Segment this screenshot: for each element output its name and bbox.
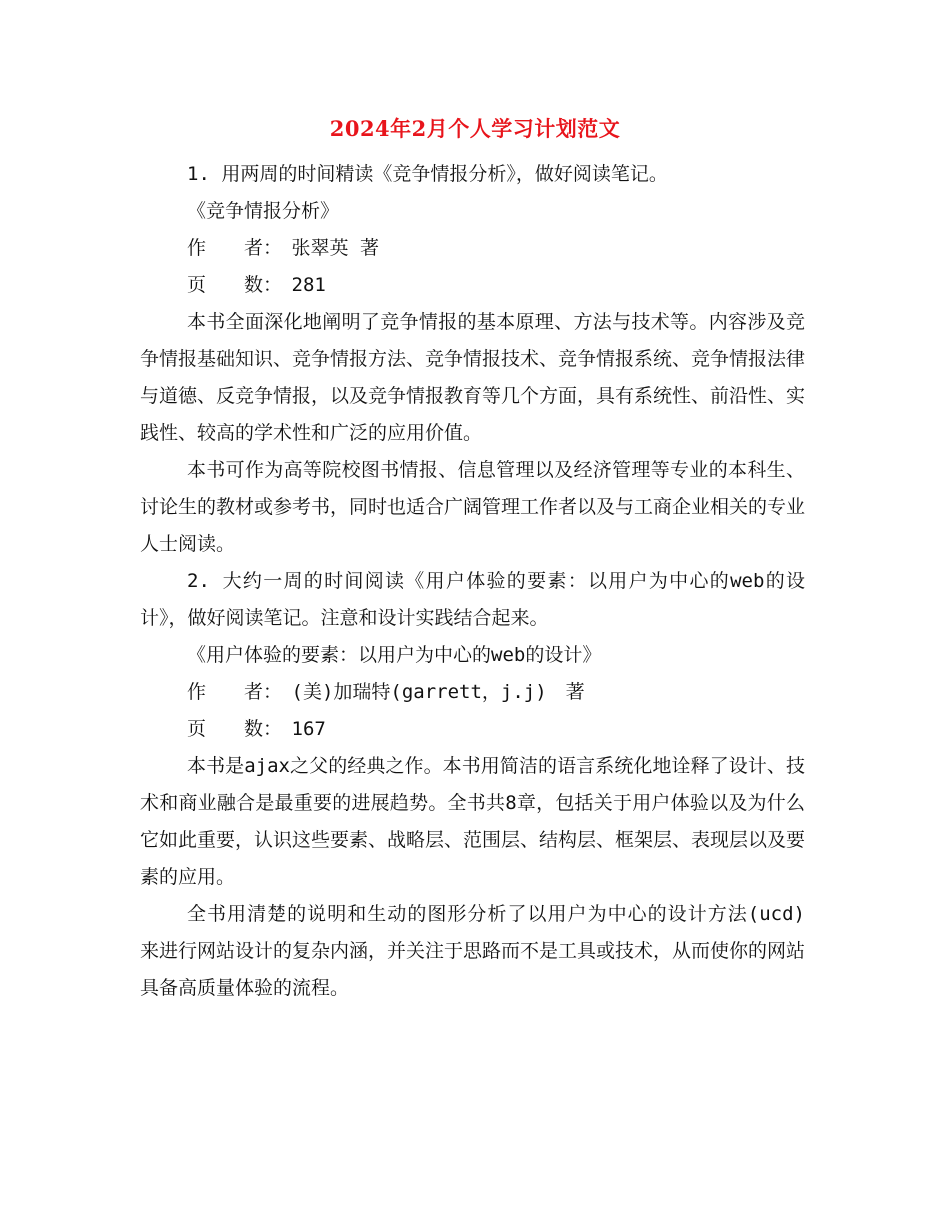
item1-plan: 1. 用两周的时间精读《竞争情报分析》，做好阅读笔记。 bbox=[187, 163, 668, 185]
item1-author: 作 者： 张翠英 著 bbox=[187, 237, 379, 259]
document-body bbox=[140, 156, 805, 1007]
document-title: 2024年2月个人学习计划范文 bbox=[329, 116, 621, 141]
item2-plan: 2. 大约一周的时间阅读《用户体验的要素：以用户为中心的web的设计》，做好阅读笔记。注意和设计实践结合起来。 bbox=[140, 570, 805, 629]
item1-book-title: 《竞争情报分析》 bbox=[187, 200, 340, 222]
item2-book-title: 《用户体验的要素：以用户为中心的web的设计》 bbox=[187, 644, 602, 666]
item2-author: 作 者： (美)加瑞特(garrett，j.j) 著 bbox=[187, 681, 585, 703]
item1-description-1: 本书全面深化地阐明了竞争情报的基本原理、方法与技术等。内容涉及竞争情报基础知识、竞争情报方法、竞争情报技术、竞争情报系统、竞争情报法律与道德、反竞争情报，以及竞争情报教育等几个方面，具有系统性、前沿性、实践性、较高的学术性和广泛的应用价值。 bbox=[140, 311, 806, 444]
item2-pages: 页 数： 167 bbox=[187, 718, 326, 740]
item1-description-2: 本书可作为高等院校图书情报、信息管理以及经济管理等专业的本科生、讨论生的教材或参考书，同时也适合广阔管理工作者以及与工商企业相关的专业人士阅读。 bbox=[140, 459, 806, 555]
item2-description-2: 全书用清楚的说明和生动的图形分析了以用户为中心的设计方法(ucd) 来进行网站设计的复杂内涵，并关注于思路而不是工具或技术，从而使你的网站具备高质量体验的流程。 bbox=[140, 903, 806, 999]
item1-pages: 页 数： 281 bbox=[187, 274, 326, 296]
item2-description-1: 本书是ajax之父的经典之作。本书用简洁的语言系统化地诠释了设计、技术和商业融合是最重要的进展趋势。全书共8章，包括关于用户体验以及为什么它如此重要，认识这些要素、战略层、范围层、结构层、框架层、表现层以及要素的应用。 bbox=[140, 755, 806, 888]
